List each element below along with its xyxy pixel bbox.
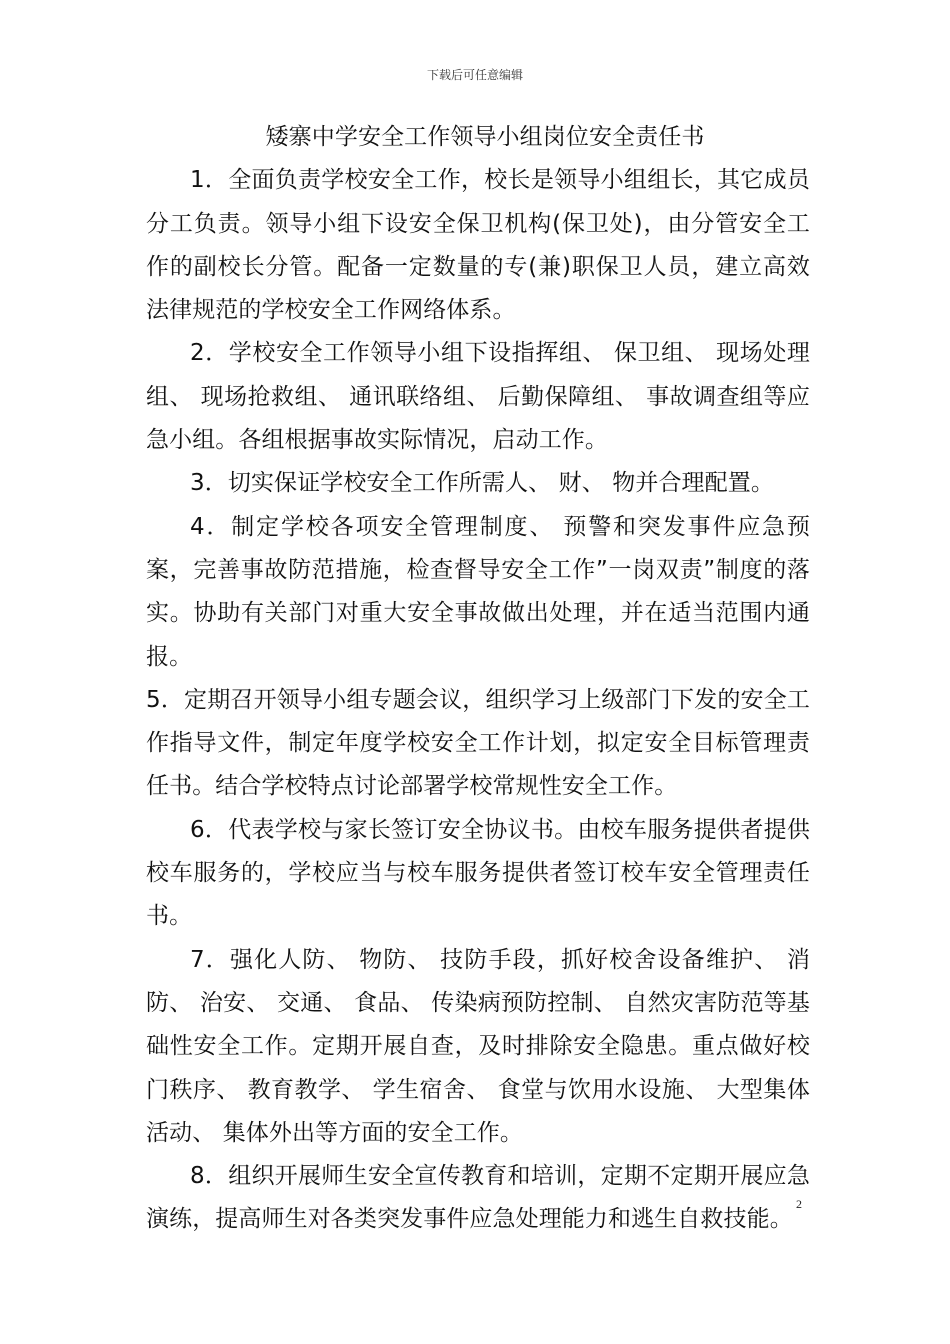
paragraph-5: 5．定期召开领导小组专题会议，组织学习上级部门下发的安全工作指导文件，制定年度学校安全工作计划，拟定安全目标管理责任书。结合学校特点讨论部署学校常规性安全工作。 [146, 686, 810, 800]
page-number: 2 [796, 1197, 802, 1211]
paragraph-6: 6．代表学校与家长签订安全协议书。由校车服务提供者提供校车服务的，学校应当与校车服务提供者签订校车安全管理责任书。 [146, 816, 810, 930]
document-title: 矮寨中学安全工作领导小组岗位安全责任书 [265, 124, 705, 150]
paragraph-8: 8．组织开展师生安全宣传教育和培训，定期不定期开展应急演练，提高师生对各类突发事件应急处理能力和逃生自救技能。 [146, 1163, 810, 1233]
document-body [146, 116, 810, 1242]
paragraph-7: 7．强化人防、 物防、 技防手段，抓好校舍设备维护、 消防、 治安、 交通、 食品、 传染病预防控制、 自然灾害防范等基础性安全工作。定期开展自查，及时排除安全隐患。重点做好校门秩序、 教育教学、 学生宿舍、 食堂与饮用水设施、 大型集体活动、 集体外出等方面的安全工作。 [146, 946, 810, 1146]
paragraph-1: 1．全面负责学校安全工作，校长是领导小组组长，其它成员分工负责。领导小组下设安全保卫机构(保卫处)，由分管安全工作的副校长分管。配备一定数量的专(兼)职保卫人员，建立高效法律规范的学校安全工作网络体系。 [146, 167, 810, 324]
paragraph-4: 4．制定学校各项安全管理制度、 预警和突发事件应急预案，完善事故防范措施，检查督导安全工作”一岗双责”制度的落实。协助有关部门对重大安全事故做出处理，并在适当范围内通报。 [146, 513, 810, 670]
paragraph-2: 2．学校安全工作领导小组下设指挥组、 保卫组、 现场处理组、 现场抢救组、 通讯联络组、 后勤保障组、 事故调查组等应急小组。各组根据事故实际情况，启动工作。 [146, 340, 810, 454]
header-note: 下载后可任意编辑 [426, 68, 523, 82]
paragraph-3: 3．切实保证学校安全工作所需人、 财、 物并合理配置。 [190, 470, 774, 497]
